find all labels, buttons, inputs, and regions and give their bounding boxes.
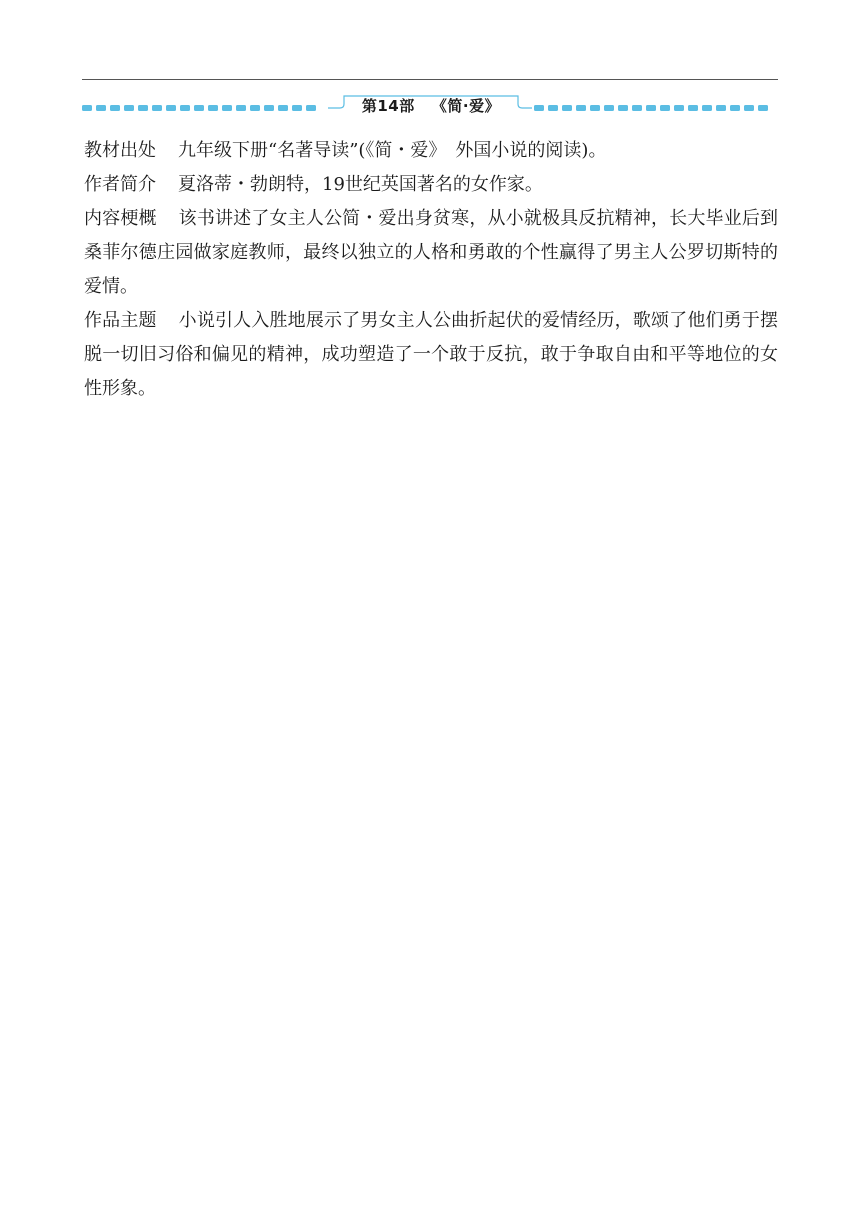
section-title bbox=[82, 96, 780, 116]
section-header bbox=[82, 92, 780, 120]
entry-text: 九年级下册“名著导读”(《简・爱》 外国小说的阅读)。 bbox=[178, 140, 607, 161]
document-body bbox=[84, 134, 778, 406]
entry-label: 作品主题 bbox=[84, 310, 157, 331]
entry-label: 内容梗概 bbox=[84, 208, 157, 229]
entry-label: 教材出处 bbox=[84, 140, 156, 161]
entry-source bbox=[84, 134, 778, 168]
section-number: 第14部 bbox=[361, 97, 415, 115]
book-title: 《简·爱》 bbox=[431, 97, 501, 115]
entry-author bbox=[84, 168, 778, 202]
entry-text: 夏洛蒂・勃朗特，19世纪英国著名的女作家。 bbox=[178, 174, 543, 195]
entry-summary bbox=[84, 202, 778, 304]
entry-text: 该书讲述了女主人公简・爱出身贫寒，从小就极具反抗精神，长大毕业后到桑菲尔德庄园做家庭教师，最终以独立的人格和勇敢的个性赢得了男主人公罗切斯特的爱情。 bbox=[84, 208, 779, 297]
entry-theme bbox=[84, 304, 778, 406]
entry-label: 作者简介 bbox=[84, 174, 156, 195]
entry-text: 小说引人入胜地展示了男女主人公曲折起伏的爱情经历，歌颂了他们勇于摆脱一切旧习俗和偏见的精神，成功塑造了一个敢于反抗，敢于争取自由和平等地位的女性形象。 bbox=[84, 310, 779, 399]
top-rule bbox=[82, 79, 778, 80]
